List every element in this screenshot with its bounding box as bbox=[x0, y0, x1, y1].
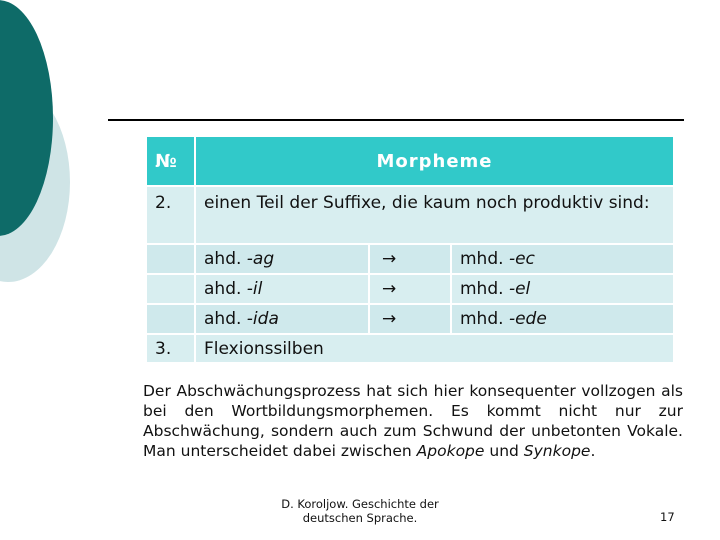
ahd-form-cell bbox=[196, 275, 368, 303]
row-text: einen Teil der Suffixe, die kaum noch produktiv sind: bbox=[196, 187, 673, 243]
empty-cell bbox=[147, 245, 194, 273]
table-row bbox=[147, 335, 673, 362]
morpheme-table bbox=[145, 135, 675, 364]
mhd-form-cell bbox=[452, 305, 673, 333]
paragraph-conjunction: und bbox=[484, 442, 524, 460]
arrow-cell bbox=[370, 245, 450, 273]
title-divider-line bbox=[108, 119, 684, 121]
body-paragraph bbox=[143, 381, 683, 461]
empty-cell bbox=[147, 275, 194, 303]
mhd-suffix: -el bbox=[508, 279, 531, 299]
footer-line-2: deutschen Sprache. bbox=[302, 511, 418, 525]
term-apokope: Apokope bbox=[416, 442, 485, 460]
paragraph-text: Der Abschwächungsprozess hat sich hier konsequenter vollzogen als bei den Wortbildungsmorphemen. Es kommt nicht nur zur Abschwächung, sondern auch zum Schwund der unbetonten Vokale. Man unterscheidet dabei zwischen bbox=[143, 382, 683, 460]
ahd-prefix: ahd. bbox=[204, 309, 247, 329]
header-number: № bbox=[147, 137, 194, 185]
paragraph-end: . bbox=[590, 442, 596, 460]
row-text: Flexionssilben bbox=[196, 335, 673, 362]
row-number: 3. bbox=[147, 335, 194, 362]
ahd-form-cell bbox=[196, 305, 368, 333]
ahd-prefix: ahd. bbox=[204, 279, 247, 299]
table-row bbox=[147, 187, 673, 243]
arrow-cell bbox=[370, 305, 450, 333]
right-arrow-icon: → bbox=[382, 249, 397, 269]
table-header-row bbox=[147, 137, 673, 185]
decorative-circles bbox=[0, 0, 90, 300]
mhd-form-cell bbox=[452, 245, 673, 273]
table-row bbox=[147, 245, 673, 273]
header-title: Morpheme bbox=[196, 137, 673, 185]
ahd-suffix: -il bbox=[246, 279, 263, 299]
mhd-suffix: -ede bbox=[508, 309, 547, 329]
empty-cell bbox=[147, 305, 194, 333]
footer-line-1: D. Koroljow. Geschichte der bbox=[281, 497, 439, 511]
page-number: 17 bbox=[660, 510, 675, 524]
arrow-cell bbox=[370, 275, 450, 303]
footer-source bbox=[262, 497, 458, 525]
table-row bbox=[147, 305, 673, 333]
term-synkope: Synkope bbox=[523, 442, 591, 460]
right-arrow-icon: → bbox=[382, 309, 397, 329]
mhd-form-cell bbox=[452, 275, 673, 303]
mhd-prefix: mhd. bbox=[460, 249, 509, 269]
ahd-suffix: -ida bbox=[246, 309, 279, 329]
right-arrow-icon: → bbox=[382, 279, 397, 299]
row-number: 2. bbox=[147, 187, 194, 243]
mhd-prefix: mhd. bbox=[460, 309, 509, 329]
mhd-prefix: mhd. bbox=[460, 279, 509, 299]
ahd-prefix: ahd. bbox=[204, 249, 247, 269]
ahd-suffix: -ag bbox=[246, 249, 275, 269]
table-row bbox=[147, 275, 673, 303]
ahd-form-cell bbox=[196, 245, 368, 273]
mhd-suffix: -ec bbox=[508, 249, 535, 269]
